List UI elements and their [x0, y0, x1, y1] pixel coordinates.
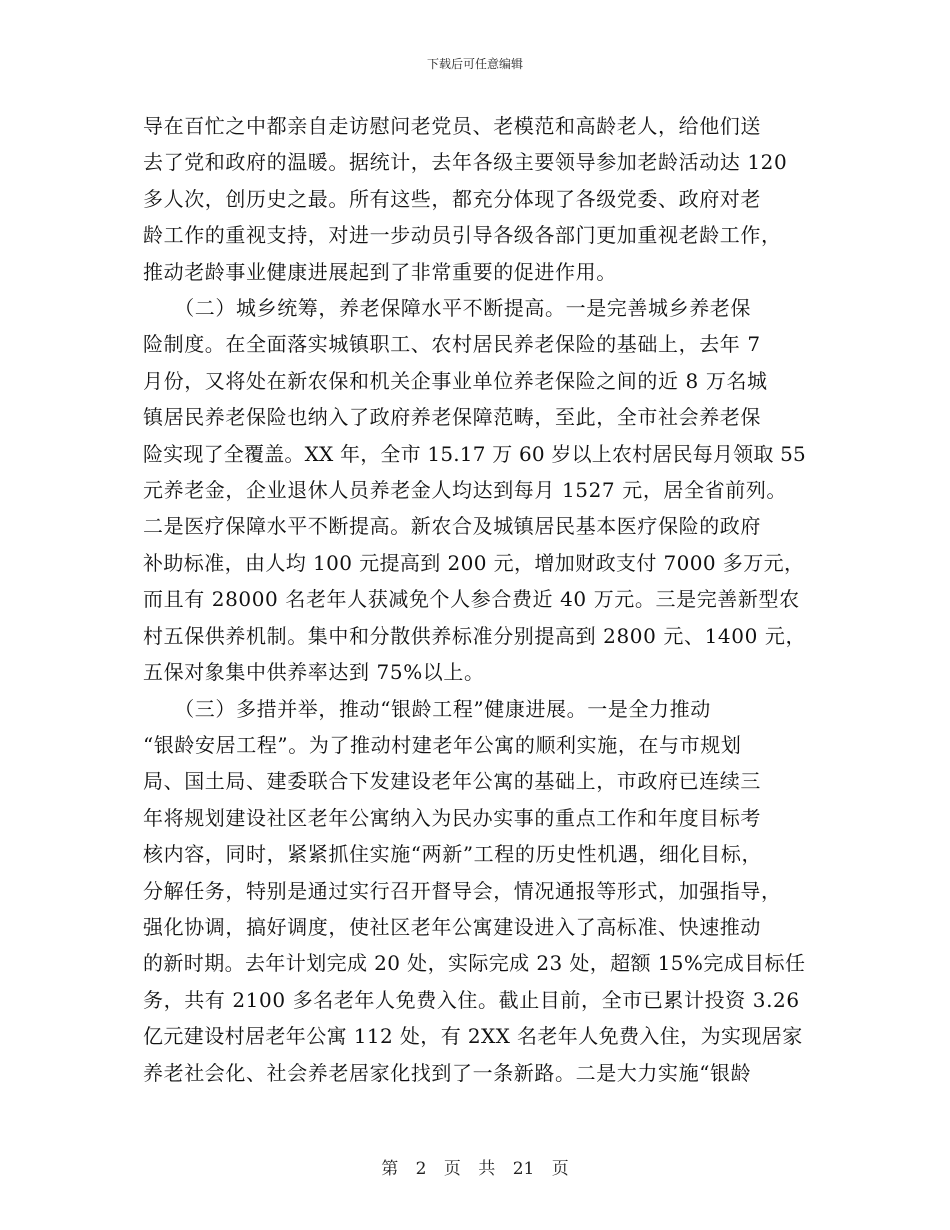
- text-line: 推动老龄事业健康进展起到了非常重要的促进作用。: [143, 259, 617, 284]
- text-line: 分解任务，特别是通过实行召开督导会，情况通报等形式，加强指导，: [143, 878, 782, 903]
- page-header: 下载后可任意编辑: [426, 57, 523, 71]
- text-line: 险实现了全覆盖。XX 年，全市 15.17 万 60 岁以上农村居民每月领取 55: [143, 441, 806, 466]
- text-line: 多人次，创历史之最。所有这些，都充分体现了各级党委、政府对老: [143, 186, 761, 211]
- text-line: 村五保供养机制。集中和分散供养标准分别提高到 2800 元、1400 元，: [143, 623, 807, 648]
- text-line: 龄工作的重视支持，对进一步动员引导各级各部门更加重视老龄工作，: [143, 223, 782, 248]
- text-line: 导在百忙之中都亲自走访慰问老党员、老模范和高龄老人，给他们送: [143, 114, 761, 138]
- text-line: 局、国土局、建委联合下发建设老年公寓的基础上，市政府已连续三: [143, 769, 761, 794]
- footer-total-pages: 21: [512, 1159, 535, 1179]
- text-line: 险制度。在全面落实城镇职工、农村居民养老保险的基础上，去年 7: [143, 332, 761, 357]
- document-body: [143, 108, 808, 1091]
- text-line: 核内容，同时，紧紧抓住实施“两新”工程的历史性机遇，细化目标，: [143, 842, 763, 867]
- text-line: 去了党和政府的温暖。据统计，去年各级主要领导参加老龄活动达 120: [143, 150, 788, 175]
- text-line: 而且有 28000 名老年人获减免个人参合费近 40 万元。三是完善新型农: [143, 587, 800, 612]
- text-line: （三）多措并举，推动“银龄工程”健康进展。一是全力推动: [143, 696, 711, 721]
- text-line: 月份，又将处在新农保和机关企事业单位养老保险之间的近 8 万名城: [143, 368, 768, 393]
- text-line: 的新时期。去年计划完成 20 处，实际完成 23 处，超额 15%完成目标任: [143, 951, 806, 976]
- text-line: 补助标准，由人均 100 元提高到 200 元，增加财政支付 7000 多万元，: [143, 550, 805, 575]
- footer-label-ye-end: 页: [551, 1159, 569, 1179]
- text-line: 年将规划建设社区老年公寓纳入为民办实事的重点工作和年度目标考: [143, 805, 761, 830]
- footer-current-page: 2: [415, 1159, 427, 1179]
- footer-label-gong: 共: [478, 1159, 496, 1179]
- text-line: 元养老金，企业退休人员养老金人均达到每月 1527 元，居全省前列。: [143, 478, 788, 503]
- page-footer: [0, 1154, 950, 1179]
- text-line: 二是医疗保障水平不断提高。新农合及城镇居民基本医疗保险的政府: [143, 514, 761, 539]
- text-line: “银龄安居工程”。为了推动村建老年公寓的顺利实施，在与市规划: [143, 732, 742, 757]
- text-line: 务，共有 2100 多名老年人免费入住。截止目前，全市已累计投资 3.26: [143, 987, 800, 1012]
- text-line: 镇居民养老保险也纳入了政府养老保障范畴，至此，全市社会养老保: [143, 405, 761, 430]
- text-line: （二）城乡统筹，养老保障水平不断提高。一是完善城乡养老保: [143, 296, 751, 321]
- text-line: 亿元建设村居老年公寓 112 处，有 2XX 名老年人免费入住，为实现居家: [143, 1024, 803, 1049]
- text-line: 强化协调，搞好调度，使社区老年公寓建设进入了高标准、快速推动: [143, 914, 761, 939]
- footer-label-di: 第: [381, 1159, 399, 1179]
- footer-label-ye: 页: [443, 1159, 461, 1179]
- text-line: 养老社会化、社会养老居家化找到了一条新路。二是大力实施“银龄: [143, 1060, 752, 1085]
- text-line: 五保对象集中供养率达到 75%以上。: [143, 660, 485, 685]
